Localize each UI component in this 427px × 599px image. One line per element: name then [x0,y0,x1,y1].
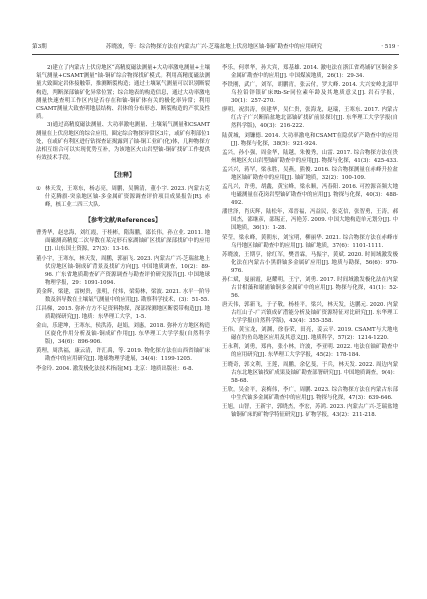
running-header [32,40,399,55]
left-column [36,64,210,587]
reference-item: 苏晓波，王期亨，徐红军，樊晋霖，马振宇，黄斌. 2020. 时间域激发极化法在内蒙古小黑群铀多金属矿应用[J]. 地质与勘探，56(6)：970-976. [222,251,398,274]
note-mark: ① [36,185,41,192]
reference-item: 孟凡兴，许勇，胡鑫，黄宝峰，梁永顺，冯春阳. 2016. 可控源音频大地电磁测量在花岗岩型铀矿勘查中的应用[J]. 物探与化探，40(3)：488-492. [222,184,398,207]
reference-item: 李金玲. 2004. 激发极化法技术指南[M]. 北京：地质出版社：6-8. [36,365,194,372]
reference-item: 王欣，吴金平，袁梅伟，李广，周鹏. 2023. 综合物探方法在内蒙古东部中生代铀多金属矿勘查中的应用[J]. 物探与化探，47(3)：639-646. [222,386,398,401]
reference-item: 廖明，祝洪涛，侯建华，吴仁贵，张海龙，赵瑞，王寒东. 2017. 内蒙古红古子广兴断陷盆地北部铀矿找矿前景探讨[J]. 东华理工大学学报(自然科学版)，40(3)：216-222. [222,107,398,130]
reference-item: 李乐，何翠华，孙大宾，郑基雄. 2014. 激电法在浙江省鸡铺矿区铜金多金属矿勘查中的应用[J]. 中国煤炭地质，26(1)：29-34. [222,65,398,79]
reference-item: 金山，乐建坤，王寒东，侯洪涛，赵娟，刘惠，2018. 弥补方方地区构造区旋化作用分析及铀-铜成矿作用[J]. 东华理工大学学报(自然科学版)，34(6)：896-906. [36,323,210,346]
reference-item: 孟兴兴，蒋罕，梁永胜，吴燕，熊俊. 2016. 综合物探测量在赤峰升拉盆地区铀矿勘查中的应用[J]. 铀矿地质，32(2)：100-109. [222,166,398,181]
reference-item: 王旭，山智，王新宇，郭晓杰，李宏，苏鸿. 2023. 内蒙古广兴-芝瑞盆地铀铜矿床的矿物学特征研究[J]. 矿物学报，43(2)：211-218. [222,404,398,418]
reference-item: 黄理，周洪福，康云清，许汇禹，等. 2019. 物化探方法在山西省铀矿床勘查中的应用研究[J]. 地球物理学进展，34(4)：1199-1205. [36,348,210,363]
reference-item: 李铁刚，武广，刘军，胡鹏宵，张云付，罗大峰. 2014. 大兴安岭北部甲乌拉铅锌银矿床Rb-Sr同位素年龄及其地质意义[J]. 岩石学报，30(1)：257-270. [222,82,398,105]
issue-number: 第3期 [32,44,47,50]
reference-item: 荣莹，梁永峰，黄朝东，刘宝明，柳丽华. 2021. 综合物探方法在赤峰市乌丹地区铀矿勘查中的应用[J]. 铀矿地质，37(6)：1101-1111. [222,234,398,249]
reference-item: 董小宇，王寒东，林天发，周鹏，郭丽飞. 2023. 内蒙古广兴-芝瑞盆地上伏房地区铀-铜成矿背景及找矿方向[J]. 中国地质调查，10(2)：89-96. 广东省地质勘查矿产资源调查与勘查评价研究报告[J]. 中国地球物理学报，29：1091-1094. [36,255,210,286]
conclusion-paragraph-3: 3)通过高精度磁法测量、大功率激电测量、土壤氡气测量和CSAMT测量在上伏房地区的综合应用，圈定综合物探异常区3片，或矿有利部位1处，在或矿有利区进行钻探查证揭露到了铀-铜工业矿(化)体，几种物探方法相互组合可以实现优势互补，为该地区火山岩型铀-铜矿找矿工作提供有效技术手段。 [36,122,210,162]
reference-item: 王伟，黄宝龙，刘渊，徐春荣，田亮，姜云平. 2019. CSAMT与大地电磁在钓鱼岛地区应用及其意义[J]. 地质科学，57(2)：1214-1220. [222,327,398,342]
reference-item: 孙仁斌，曼丽霞，赵耀明，王宁，刘勇. 2017. 时间域激发极化法在内蒙古甘柑藻和谢浦铀铜多金属矿中的应用[J]. 物探与化探，41(1)：52-56. [222,276,398,299]
reference-item: 江昌梯，2015. 弥补方方不足资料物探，深部探测地区断裂带构造[J]. 地质勘探研究[J]. 地质：东华理工大学，1-5. [36,306,210,321]
reference-item: 黄金辉，梁建，雷树贵，张明，付炜，梁菊林，梁波. 2021. 水平一阶导数及斜导数在土壤氡气测量中的应用[J]. 勘察科学技术，(3)：51-55. [36,288,210,303]
reference-item: 潘世泽，肖庆辉，陆松年，邓晋福，冯益民，张克信，张智勇，王涛，郝国杰，邵继彦，邵锡正，冯艳芳. 2009. 中国大地构造单元划分[J]. 中国地质，36(1)：1-28. [222,209,398,232]
note-text: 林天发，王寒东，杨志亮，周鹏，吴腾清，董小宇. 2023. 内蒙古克什克腾旗-突泉地区铀-多金属矿资源调查评价项目成果报告[R]. 赤峰，核工业二四三大队. [44,185,210,209]
reference-item: 唐天伟，郭新飞，于子敬，杨桂平，梁兴，林天发，达鹏元. 2020. 内蒙古红山子-广兴镇成矿潜能分析及铀矿资源特征对比研究[J]. 东华理工大学学报(自然科学版)，43(4)：355-358. [222,302,398,325]
note-item [36,185,210,210]
reference-item: 陆黄城，刘镰德. 2014. 大功率激电和CSAMT在隐伏矿产勘查中的应用[J]. 物探与化探，38(5)：921-924. [222,132,398,147]
page-number: · 519 · [381,44,399,50]
reference-item: 王晓奇，郭文利，王莲，周鹏，余亿斐，于兵，林天发. 2022. 周边内蒙古东北地区铀找矿成果及铀矿勘查部署研究[J]. 中国地质调查，9(4)：58-68. [222,361,398,384]
references-heading: 【 参考文献/References 】 [36,217,210,225]
conclusion-paragraph-2: 2)建立了内蒙古上伏房地区“高精度磁法测量+大功率激电测量+土壤氡气测量+CSAMT测量”铀-铜矿综合物探找矿模式。利用高精度磁法测量大致圈定岩体接触带，推测断裂构造；通过土壤氡气测量可以识别断裂构造，判断深部铀矿化异常位置；综合地表的构造信息，通过大功率激电测量快速查明工作区内是否存在和铀-铜矿体有关的极化率异常；利用CSAMT测量大致查明地层结构、岩体的分布形态、断裂构造的产状及性质。 [36,65,210,121]
reference-item: 王永利，刘勇，郑冉，张小林，许波，李亚明. 2022. 电法在铀矿勘查中的应用研究[J]. 东华理工大学学报，45(2)：178-184. [222,344,398,359]
notes-heading: 【 注释 】 [36,172,210,180]
running-title: 苏晓波，等：综合物探方法在内蒙古广兴-芝瑞盆地上伏房地区铀-铜矿勘查中的应用研究 [105,44,323,50]
right-column [222,64,398,587]
reference-item: 孟兴，孙小强，周金华，陆越，朱俊秀，山雷. 2017. 综合物探方法在贵州地区火山岩型铀矿勘查中的应用[J]. 物探与化探，41(3)：425-433. [222,149,398,164]
reference-item: 曹秀华，赵忠海，刘红霞，于桂彬，隋海鹏，邵长伟，孙立业. 2011. 地面磁测高精度二次导数在某完形石家湖铀矿区找矿深部找矿中的应用[J]. 山东国土资源，27(3)：13-16. [36,230,210,253]
